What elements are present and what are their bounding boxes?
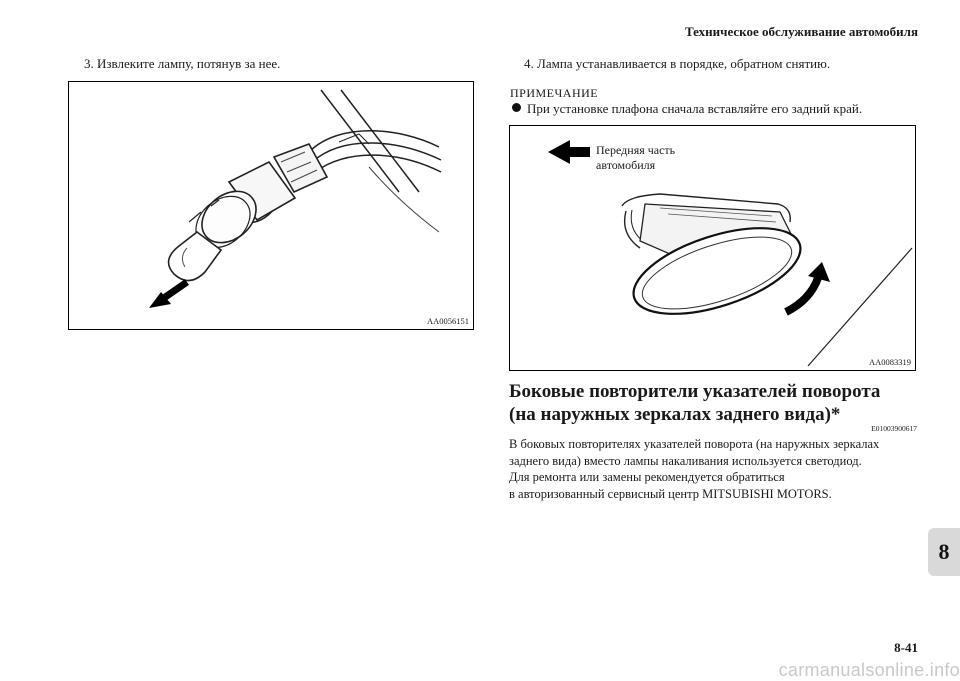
front-of-vehicle-label [596,143,736,173]
page-header: Техническое обслуживание автомобиля [684,24,918,39]
body-line: В боковых повторителях указателей поворота (на наружных зеркалах [509,437,880,451]
body-line: Для ремонта или замены рекомендуется обратиться [509,470,785,484]
front-label-line-1: Передняя часть [596,143,676,157]
body-line: заднего вида) вместо лампы накаливания используется светодиод. [509,453,862,468]
note-heading: ПРИМЕЧАНИЕ [510,86,599,100]
step-3-text: 3. Извлеките лампу, потянув за нее. [84,56,281,71]
note-text: При установке плафона сначала вставляйте его задний край. [527,101,863,116]
step-4-text: 4. Лампа устанавливается в порядке, обратном снятию. [524,56,831,71]
figure-code-right: AA0083319 [868,357,911,367]
figure-bulb-removal [68,81,474,330]
section-title-line-2: (на наружных зеркалах заднего вида)* [509,404,841,425]
note-item [510,101,862,117]
page-number: 8-41 [894,640,918,655]
bullet-icon [512,103,521,112]
section-body [509,436,924,502]
chapter-tab: 8 [928,528,960,576]
section-code: E01003900617 [871,424,917,433]
section-title [509,380,929,426]
watermark: carmanualsonline.info [778,660,960,680]
figure-lamp-installation [509,125,916,371]
figure-code-left: AA0056151 [426,316,469,326]
arrow-down-left-icon [149,282,187,308]
section-title-line-1: Боковые повторители указателей поворота [509,381,881,402]
arrow-left-icon [548,140,590,164]
curved-arrow-icon [786,262,830,312]
bulb-removal-illustration [69,82,473,329]
front-label-line-2: автомобиля [596,158,656,172]
body-line: в авторизованный сервисный центр MITSUBISHI MOTORS. [509,486,832,501]
